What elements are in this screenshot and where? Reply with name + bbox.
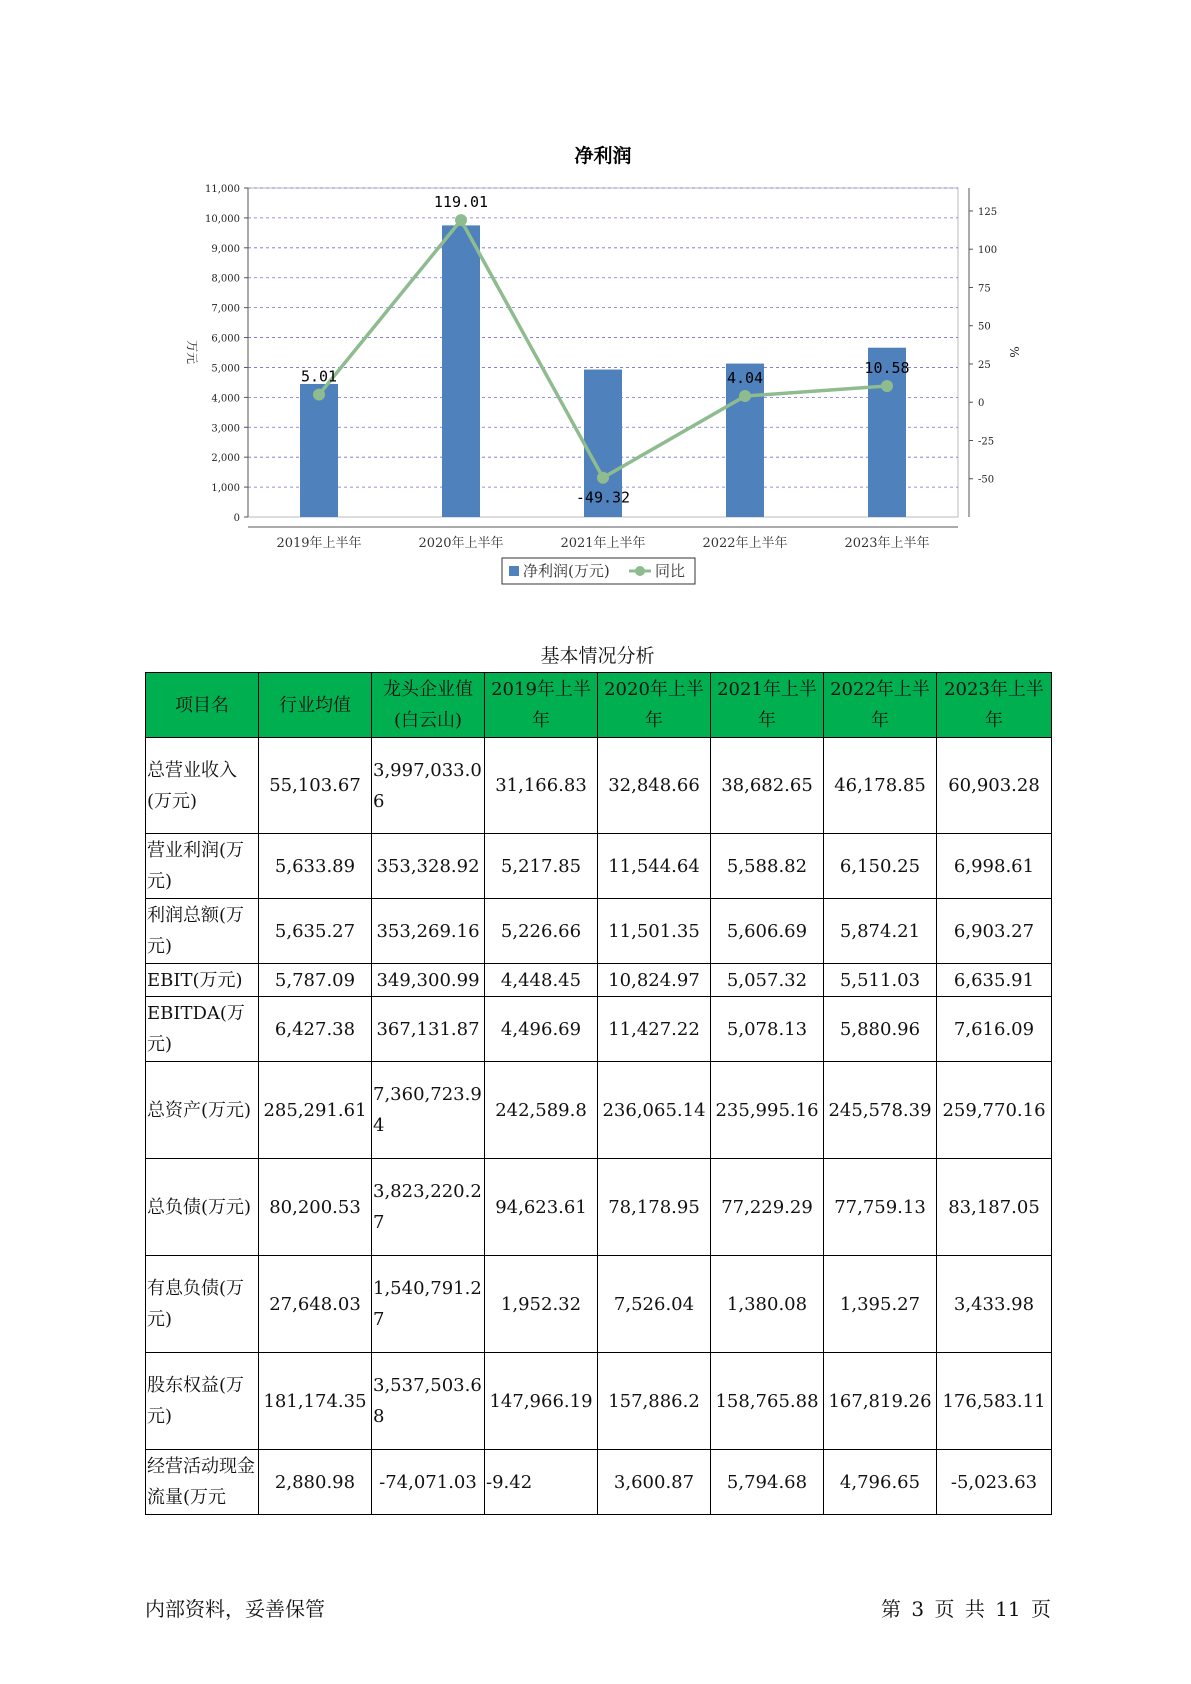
table-row: [146, 1353, 1052, 1450]
x-axis-tick-label: 2020年上半年: [418, 536, 504, 551]
cell-2020h1: 78,178.95: [598, 1159, 711, 1256]
cell-industry-avg: 2,880.98: [259, 1450, 372, 1515]
y-axis-tick-label: 5,000: [211, 363, 240, 375]
basic-analysis-table: [145, 672, 1052, 1515]
y2-axis-tick-label: 75: [978, 283, 991, 295]
row-label: 有息负债(万元): [146, 1256, 259, 1353]
cell-2020h1: 10,824.97: [598, 964, 711, 997]
table-caption: 基本情况分析: [540, 645, 655, 667]
cell-industry-avg: 5,635.27: [259, 899, 372, 964]
y-axis-tick-label: 6,000: [211, 333, 240, 345]
cell-2020h1: 157,886.2: [598, 1353, 711, 1450]
cell-2023h1: 6,998.61: [937, 834, 1052, 899]
header-2022h1: 2022年上半年: [824, 673, 937, 738]
legend-swatch-net-profit: [509, 566, 519, 576]
row-label: 股东权益(万元): [146, 1353, 259, 1450]
header-leader-value: 龙头企业值(白云山): [372, 673, 485, 738]
cell-industry-avg: 6,427.38: [259, 997, 372, 1062]
cell-2019h1: -9.42: [485, 1450, 598, 1515]
table-row: [146, 964, 1052, 997]
cell-2019h1: 1,952.32: [485, 1256, 598, 1353]
y2-axis-tick-label: 25: [978, 359, 991, 371]
cell-2023h1: -5,023.63: [937, 1450, 1052, 1515]
cell-2019h1: 147,966.19: [485, 1353, 598, 1450]
cell-leader-value: 3,537,503.68: [372, 1353, 485, 1450]
cell-industry-avg: 181,174.35: [259, 1353, 372, 1450]
cell-2021h1: 158,765.88: [711, 1353, 824, 1450]
cell-2021h1: 5,606.69: [711, 899, 824, 964]
y-axis-tick-label: 0: [233, 513, 240, 524]
header-industry-avg: 行业均值: [259, 673, 372, 738]
table-row: [146, 899, 1052, 964]
bar-net-profit: [300, 384, 338, 517]
y-axis-tick-label: 1,000: [211, 483, 240, 495]
cell-2021h1: 5,078.13: [711, 997, 824, 1062]
cell-leader-value: 7,360,723.94: [372, 1062, 485, 1159]
cell-2023h1: 3,433.98: [937, 1256, 1052, 1353]
y-axis-tick-label: 10,000: [205, 213, 240, 225]
cell-2023h1: 60,903.28: [937, 738, 1052, 834]
y-axis-tick-label: 7,000: [211, 303, 240, 315]
row-label: EBIT(万元): [146, 964, 259, 997]
cell-industry-avg: 55,103.67: [259, 738, 372, 834]
x-axis-tick-label: 2019年上半年: [276, 536, 362, 551]
data-label-yoy: 10.58: [864, 359, 910, 378]
row-label: 总营业收入(万元): [146, 738, 259, 834]
row-label: EBITDA(万元): [146, 997, 259, 1062]
row-label: 总负债(万元): [146, 1159, 259, 1256]
y-axis-tick-label: 4,000: [211, 393, 240, 405]
cell-2019h1: 4,496.69: [485, 997, 598, 1062]
cell-2022h1: 245,578.39: [824, 1062, 937, 1159]
header-2023h1: 2023年上半年: [937, 673, 1052, 738]
x-axis-tick-label: 2022年上半年: [702, 536, 788, 551]
y-axis-label: 万元: [185, 339, 199, 365]
table-header-row: [146, 673, 1052, 738]
row-label: 总资产(万元): [146, 1062, 259, 1159]
cell-2021h1: 77,229.29: [711, 1159, 824, 1256]
y-axis-tick-label: 2,000: [211, 453, 240, 465]
cell-2019h1: 5,217.85: [485, 834, 598, 899]
cell-industry-avg: 80,200.53: [259, 1159, 372, 1256]
point-yoy: [881, 380, 893, 392]
cell-leader-value: 1,540,791.27: [372, 1256, 485, 1353]
cell-2022h1: 46,178.85: [824, 738, 937, 834]
chart-canvas: [0, 0, 1191, 600]
x-axis-tick-label: 2021年上半年: [560, 536, 646, 551]
header-2020h1: 2020年上半年: [598, 673, 711, 738]
cell-2022h1: 4,796.65: [824, 1450, 937, 1515]
table-row: [146, 738, 1052, 834]
cell-2021h1: 5,794.68: [711, 1450, 824, 1515]
cell-leader-value: 349,300.99: [372, 964, 485, 997]
y2-axis-label: %: [1007, 346, 1021, 358]
cell-2019h1: 5,226.66: [485, 899, 598, 964]
table-row: [146, 1159, 1052, 1256]
y-axis-tick-label: 8,000: [211, 273, 240, 285]
y2-axis-tick-label: 50: [978, 321, 991, 333]
cell-leader-value: 367,131.87: [372, 997, 485, 1062]
cell-2023h1: 259,770.16: [937, 1062, 1052, 1159]
cell-2023h1: 7,616.09: [937, 997, 1052, 1062]
cell-2023h1: 6,635.91: [937, 964, 1052, 997]
footer-confidential-note: 内部资料，妥善保管: [145, 1597, 325, 1621]
header-2019h1: 2019年上半年: [485, 673, 598, 738]
table-row: [146, 1256, 1052, 1353]
cell-industry-avg: 5,787.09: [259, 964, 372, 997]
data-label-yoy: 119.01: [433, 193, 489, 212]
cell-2022h1: 6,150.25: [824, 834, 937, 899]
point-yoy: [455, 214, 467, 226]
cell-2022h1: 167,819.26: [824, 1353, 937, 1450]
cell-2020h1: 11,427.22: [598, 997, 711, 1062]
cell-industry-avg: 285,291.61: [259, 1062, 372, 1159]
bar-net-profit: [442, 225, 480, 517]
x-axis-tick-label: 2023年上半年: [844, 536, 930, 551]
cell-2021h1: 5,588.82: [711, 834, 824, 899]
cell-2021h1: 1,380.08: [711, 1256, 824, 1353]
cell-industry-avg: 27,648.03: [259, 1256, 372, 1353]
cell-leader-value: -74,071.03: [372, 1450, 485, 1515]
y2-axis-tick-label: 0: [978, 398, 985, 410]
cell-2023h1: 83,187.05: [937, 1159, 1052, 1256]
cell-2021h1: 235,995.16: [711, 1062, 824, 1159]
cell-2022h1: 1,395.27: [824, 1256, 937, 1353]
legend-swatch-point-yoy: [635, 566, 645, 576]
cell-2019h1: 31,166.83: [485, 738, 598, 834]
row-label: 营业利润(万元): [146, 834, 259, 899]
cell-industry-avg: 5,633.89: [259, 834, 372, 899]
y2-axis-tick-label: 125: [978, 206, 998, 218]
row-label: 利润总额(万元): [146, 899, 259, 964]
cell-2020h1: 3,600.87: [598, 1450, 711, 1515]
table-row: [146, 1450, 1052, 1515]
cell-2020h1: 32,848.66: [598, 738, 711, 834]
cell-2022h1: 77,759.13: [824, 1159, 937, 1256]
cell-2022h1: 5,511.03: [824, 964, 937, 997]
chart-title: 净利润: [574, 145, 632, 167]
cell-2023h1: 176,583.11: [937, 1353, 1052, 1450]
y-axis-tick-label: 11,000: [205, 184, 240, 195]
data-label-yoy: -49.32: [575, 488, 631, 507]
row-label: 经营活动现金流量(万元: [146, 1450, 259, 1515]
y-axis-tick-label: 9,000: [211, 243, 240, 255]
cell-leader-value: 353,269.16: [372, 899, 485, 964]
cell-2022h1: 5,880.96: [824, 997, 937, 1062]
table-row: [146, 1062, 1052, 1159]
cell-2022h1: 5,874.21: [824, 899, 937, 964]
legend-label-net-profit: 净利润(万元): [523, 562, 610, 580]
header-item-name: 项目名: [146, 673, 259, 738]
cell-2023h1: 6,903.27: [937, 899, 1052, 964]
legend-label-yoy: 同比: [655, 562, 686, 580]
cell-leader-value: 3,823,220.27: [372, 1159, 485, 1256]
cell-2020h1: 7,526.04: [598, 1256, 711, 1353]
cell-2021h1: 38,682.65: [711, 738, 824, 834]
table-row: [146, 834, 1052, 899]
footer-page-number: 第 3 页 共 11 页: [881, 1597, 1051, 1621]
net-profit-chart: [0, 0, 1191, 600]
table-row: [146, 997, 1052, 1062]
y-axis-tick-label: 3,000: [211, 423, 240, 435]
cell-2019h1: 94,623.61: [485, 1159, 598, 1256]
point-yoy: [739, 390, 751, 402]
cell-2020h1: 236,065.14: [598, 1062, 711, 1159]
cell-2021h1: 5,057.32: [711, 964, 824, 997]
cell-leader-value: 3,997,033.06: [372, 738, 485, 834]
data-label-yoy: 5.01: [300, 367, 338, 386]
cell-2019h1: 4,448.45: [485, 964, 598, 997]
y2-axis-tick-label: 100: [978, 245, 998, 257]
data-label-yoy: 4.04: [726, 369, 764, 388]
y2-axis-tick-label: -50: [978, 474, 995, 486]
header-2021h1: 2021年上半年: [711, 673, 824, 738]
cell-2019h1: 242,589.8: [485, 1062, 598, 1159]
cell-2020h1: 11,544.64: [598, 834, 711, 899]
point-yoy: [597, 472, 609, 484]
cell-leader-value: 353,328.92: [372, 834, 485, 899]
cell-2020h1: 11,501.35: [598, 899, 711, 964]
point-yoy: [313, 389, 325, 401]
y2-axis-tick-label: -25: [978, 436, 995, 448]
